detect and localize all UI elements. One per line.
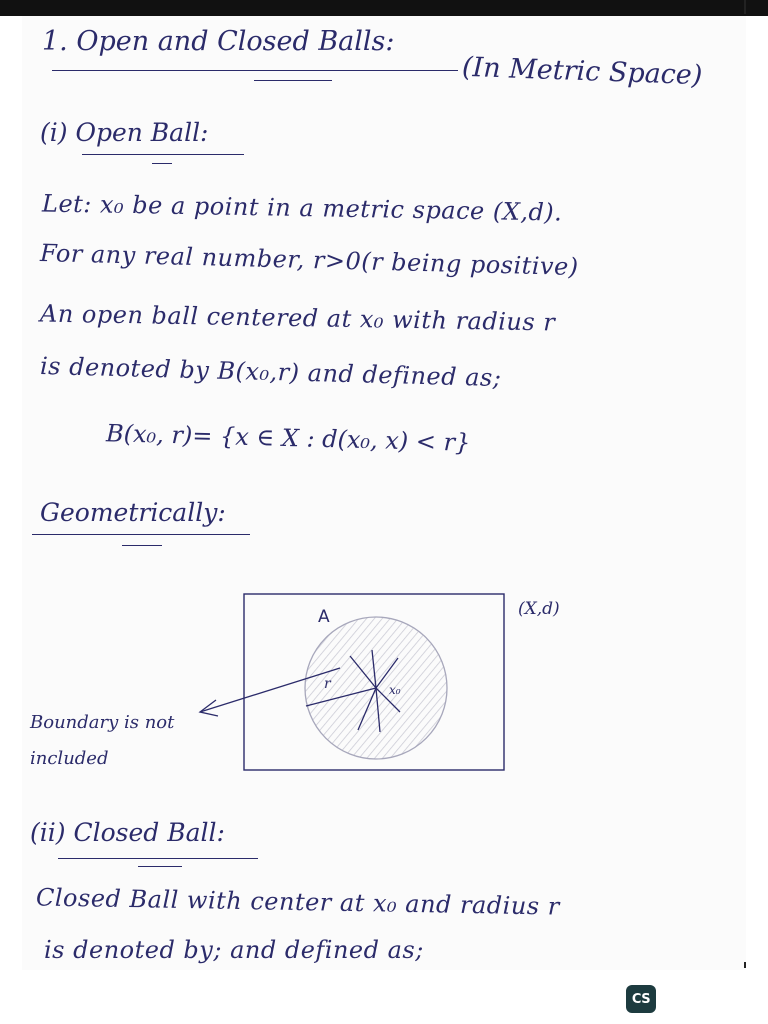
camscanner-badge-icon: CS	[626, 985, 656, 1013]
closed-ball-heading-double-underline	[138, 866, 182, 867]
set-label: A	[318, 607, 330, 627]
geometrically-heading: Geometrically:	[40, 498, 226, 527]
closed-ball-heading-underline	[58, 858, 258, 859]
space-label: (X,d)	[518, 599, 560, 619]
section-title: 1. Open and Closed Balls:	[42, 26, 395, 57]
open-ball-line-4: is denoted by B(x₀,r) and defined as;	[39, 351, 502, 393]
open-ball-heading: (i) Open Ball:	[40, 118, 209, 147]
closed-ball-heading: (ii) Closed Ball:	[30, 818, 225, 847]
closed-ball-line-2: is denoted by; and defined as;	[44, 936, 424, 964]
radius-label: r	[324, 676, 331, 692]
section-subtitle: (In Metric Space)	[461, 51, 703, 92]
open-ball-line-1: Let: x₀ be a point in a metric space (X,d).	[41, 189, 563, 227]
open-ball-line-2: For any real number, r>0(r being positive)	[39, 238, 580, 282]
closed-ball-line-1: Closed Ball with center at x₀ and radius r	[35, 883, 560, 921]
boundary-note-line-2: included	[30, 748, 109, 769]
crop-mark-bottom	[744, 962, 746, 968]
open-ball-line-3: An open ball centered at x₀ with radius r	[39, 299, 556, 337]
center-label: x₀	[389, 683, 401, 697]
boundary-note-line-1: Boundary is not	[30, 712, 175, 733]
open-ball-definition: B(x₀, r)= {x ∈ X : d(x₀, x) < r}	[105, 419, 471, 457]
